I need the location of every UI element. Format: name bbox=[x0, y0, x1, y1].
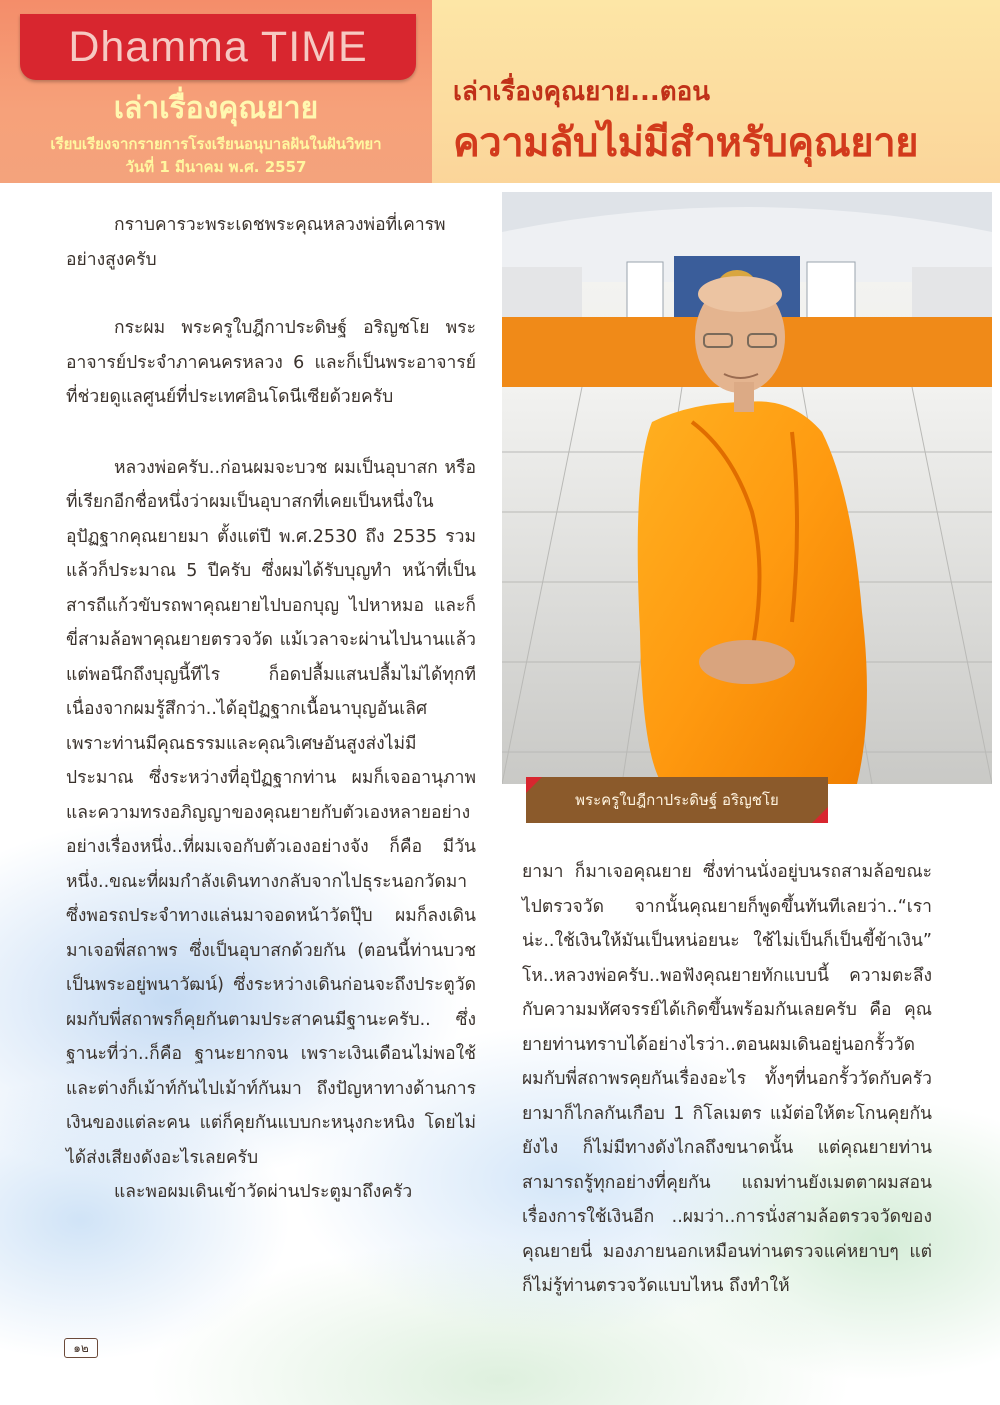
monk-photo-illustration bbox=[502, 192, 992, 784]
paragraph: กระผม พระครูใบฎีกาประดิษฐ์ อริญชโย พระอาจารย์ประจำภาคนครหลวง 6 และก็เป็นพระอาจารย์ที่ช่วยดูแลศูนย์ที่ประเทศอินโดนีเซียด้วยครับ bbox=[66, 318, 476, 407]
photo-caption: พระครูใบฎีกาประดิษฐ์ อริญชโย bbox=[575, 791, 779, 809]
paragraph: และพอผมเดินเข้าวัดผ่านประตูมาถึงครัว bbox=[114, 1182, 413, 1202]
magazine-logo-banner bbox=[20, 14, 416, 80]
magazine-logo: Dhamma TIME bbox=[68, 23, 368, 71]
header-left-panel bbox=[0, 0, 432, 183]
article-headline: ความลับไม่มีสำหรับคุณยาย bbox=[453, 120, 919, 166]
article-column-left bbox=[66, 208, 476, 1210]
paragraph: ยามา ก็มาเจอคุณยาย ซึ่งท่านนั่งอยู่บนรถสามล้อขณะไปตรวจวัด จากนั้นคุณยายก็พูดขึ้นทันทีเลยว่า..“เราน่ะ..ใช้เงินให้มันเป็นหน่อยนะ ใช้ไม่เป็นก็เป็นขี้ข้าเงิน” โห..หลวงพ่อครับ..พอฟังคุณยายทักแบบนี้ ความตะลึงกับความมหัศจรรย์ได้เกิดขึ้นพร้อมกันเลยครับ คือ คุณยายท่านทราบได้อย่างไรว่า..ตอนผมเดินอยู่นอกรั้ววัด ผมกับพี่สถาพรคุยกันเรื่องอะไร ทั้งๆที่นอกรั้ววัดกับครัวยามาก็ไกลกันเกือบ 1 กิโลเมตร แม้ต่อให้ตะโกนคุยกันยังไง ก็ไม่มีทางดังไกลถึงขนาดนั้น แต่คุณยายท่านสามารถรู้ทุกอย่างที่คุยกัน แถมท่านยังเมตตาผมสอนเรื่องการใช้เงินอีก ..ผมว่า..การนั่งสามล้อตรวจวัดของคุณยายนี่ มองภายนอกเหมือนท่านตรวจแค่หยาบๆ แต่ก็ไม่รู้ท่านตรวจวัดแบบไหน ถึงทำให้ bbox=[522, 862, 932, 1296]
series-title: เล่าเรื่องคุณยาย bbox=[113, 91, 319, 126]
monk-photo bbox=[502, 192, 992, 784]
article-kicker: เล่าเรื่องคุณยาย...ตอน bbox=[453, 77, 711, 107]
series-date: วันที่ 1 มีนาคม พ.ศ. 2557 bbox=[125, 158, 307, 176]
paragraph: หลวงพ่อครับ..ก่อนผมจะบวช ผมเป็นอุบาสก หรือที่เรียกอีกชื่อหนึ่งว่าผมเป็นอุบาสกที่เคยเป็นหนึ่งในอุปัฏฐากคุณยายมา ตั้งแต่ปี พ.ศ.2530 ถึง 2535 รวมแล้วก็ประมาณ 5 ปีครับ ซึ่งผมได้รับบุญทำ หน้าที่เป็นสารถีแก้วขับรถพาคุณยายไปบอกบุญ ไปหาหมอ และก็ขี่สามล้อพาคุณยายตรวจวัด แม้เวลาจะผ่านไปนานแล้ว แต่พอนึกถึงบุญนี้ทีไร ก็อดปลื้มแสนปลื้มไม่ได้ทุกที เนื่องจากผมรู้สึกว่า..ได้อุปัฏฐากเนื้อนาบุญอันเลิศ เพราะท่านมีคุณธรรมและคุณวิเศษอันสูงส่งไม่มีประมาณ ซึ่งระหว่างที่อุปัฏฐากท่าน ผมก็เจออานุภาพและความทรงอภิญญาของคุณยายกับตัวเองหลายอย่าง อย่างเรื่องหนึ่ง..ที่ผมเจอกับตัวเองอย่างจัง ก็คือ มีวันหนึ่ง..ขณะที่ผมกำลังเดินทางกลับจากไปธุระนอกวัดมา ซึ่งพอรถประจำทางแล่นมาจอดหน้าวัดปุ๊บ ผมก็ลงเดินมาเจอพี่สถาพร ซึ่งเป็นอุบาสกด้วยกัน (ตอนนี้ท่านบวชเป็นพระอยู่พนาวัฒน์) ซึ่งระหว่างเดินก่อนจะถึงประตูวัด ผมกับพี่สถาพรก็คุยกันตามประสาคนมีฐานะครับ.. ซึ่งฐานะที่ว่า..ก็คือ ฐานะยากจน เพราะเงินเดือนไม่พอใช้ และต่างก็เม้าท์กันไปเม้าท์กันมา ถึงปัญหาทางด้านการเงินของแต่ละคน แต่ก็คุยกันแบบกะหนุงกะหนิง โดยไม่ได้ส่งเสียงดังอะไรเลยครับ bbox=[66, 457, 476, 1168]
paragraph: กราบคารวะพระเดชพระคุณหลวงพ่อที่เคารพอย่างสูงครับ bbox=[66, 215, 446, 270]
page-number: ๑๒ bbox=[64, 1338, 98, 1358]
article-column-right bbox=[522, 855, 932, 1304]
series-subtitle: เรียบเรียงจากรายการโรงเรียนอนุบาลฝันในฝันวิทยา bbox=[50, 135, 382, 153]
